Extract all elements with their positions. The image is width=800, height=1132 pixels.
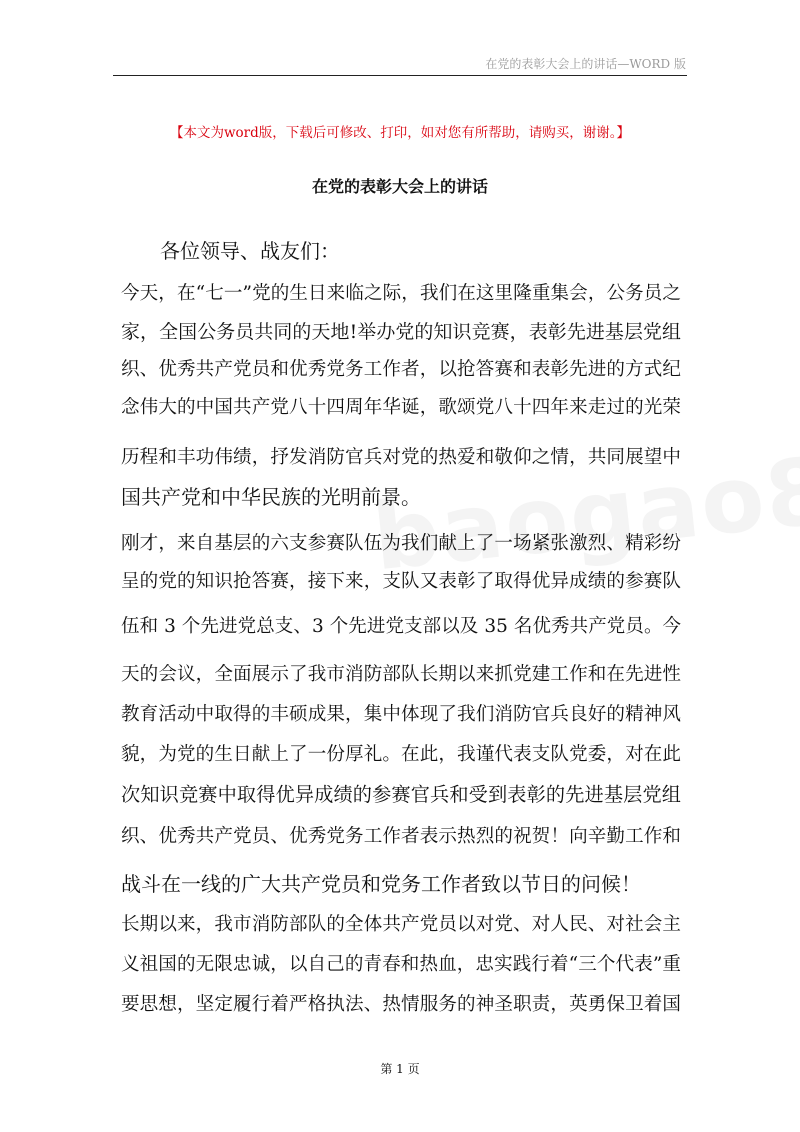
body-line: 家，全国公务员共同的天地!举办党的知识竞赛，表彰先进基层党组	[121, 321, 681, 343]
body-line: 历程和丰功伟绩，抒发消防官兵对党的热爱和敬仰之情，共同展望中	[121, 447, 681, 468]
body-line: 伍和 3 个先进党总支、3 个先进党支部以及 35 名优秀共产党员。今	[121, 616, 681, 637]
body-line: 呈的党的知识抢答赛，接下来，支队又表彰了取得优异成绩的参赛队	[121, 571, 681, 592]
body-line: 战斗在一线的广大共产党员和党务工作者致以节日的问候！	[121, 872, 641, 896]
body-line: 织、优秀共产党员和优秀党务工作者，以抢答赛和表彰先进的方式纪	[121, 359, 681, 380]
body-line: 教育活动中取得的丰硕成果，集中体现了我们消防官兵良好的精神风	[121, 704, 681, 725]
page-number: 第 1 页	[380, 1062, 420, 1076]
header-divider	[113, 75, 687, 76]
body-line: 貌，为党的生日献上了一份厚礼。在此，我谨代表支队党委，对在此	[121, 744, 681, 765]
purchase-notice: 【本文为word版，下载后可修改、打印，如对您有所帮助，请购买，谢谢。】	[169, 125, 631, 141]
document-title: 在党的表彰大会上的讲话	[311, 177, 488, 196]
running-header-title: 在党的表彰大会上的讲话—WORD 版	[485, 57, 686, 71]
body-line: 次知识竞赛中取得优异成绩的参赛官兵和受到表彰的先进基层党组	[121, 783, 681, 806]
body-line: 织、优秀共产党员、优秀党务工作者表示热烈的祝贺！向辛勤工作和	[121, 826, 681, 847]
salutation: 各位领导、战友们：	[160, 239, 340, 263]
body-line: 国共产党和中华民族的光明前景。	[121, 485, 421, 509]
body-line: 义祖国的无限忠诚，以自己的青春和热血，忠实践行着“三个代表”重	[121, 954, 681, 975]
body-line: 长期以来，我市消防部队的全体共产党员以对党、对人民、对社会主	[121, 914, 681, 935]
body-line: 刚才，来自基层的六支参赛队伍为我们献上了一场紧张激烈、精彩纷	[121, 533, 681, 554]
body-line: 念伟大的中国共产党八十四周年华诞，歌颂党八十四年来走过的光荣	[121, 397, 681, 418]
body-line: 天的会议，全面展示了我市消防部队长期以来抓党建工作和在先进性	[121, 664, 681, 685]
body-line: 今天，在“七一”党的生日来临之际，我们在这里隆重集会，公务员之	[121, 283, 681, 304]
body-line: 要思想，坚定履行着严格执法、热情服务的神圣职责，英勇保卫着国	[121, 994, 681, 1015]
